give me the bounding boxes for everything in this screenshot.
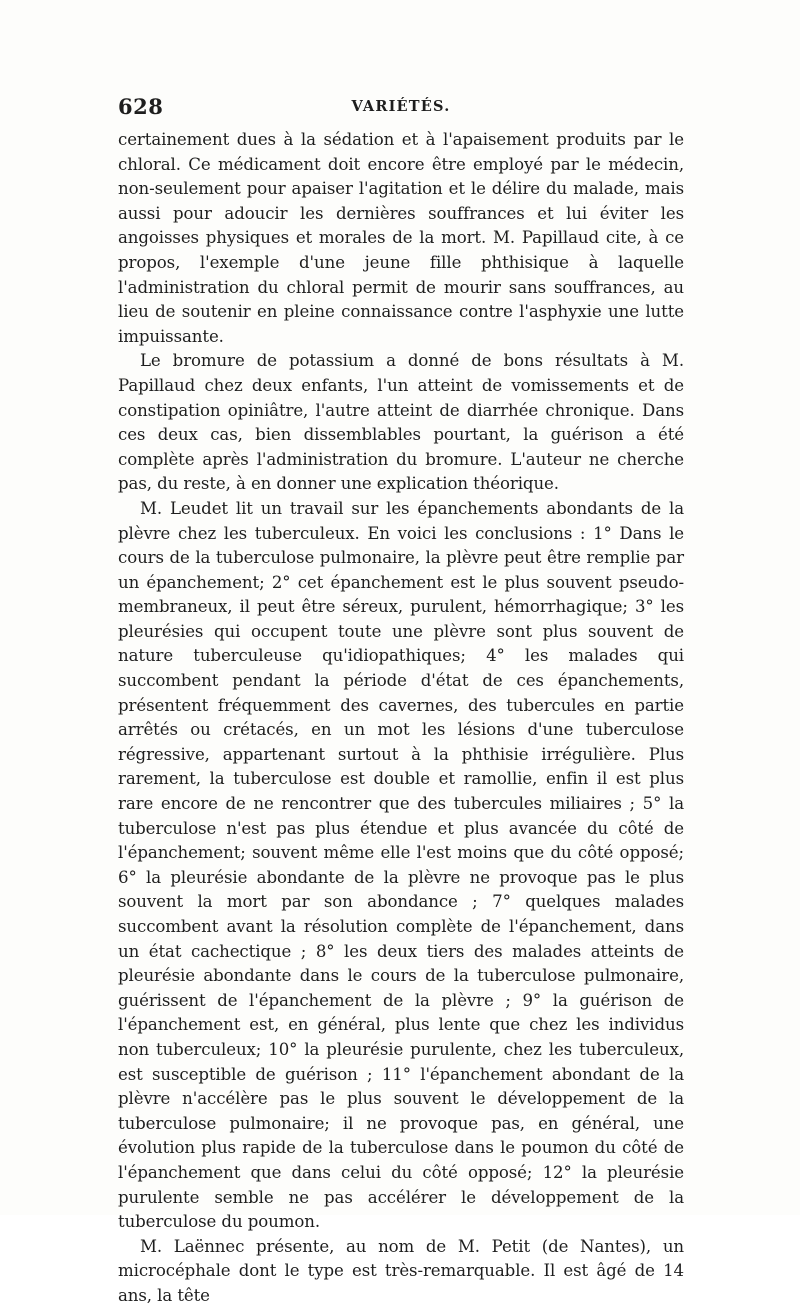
paragraph-laennec: M. Laënnec présente, au nom de M. Petit (de Nantes), un microcéphale dont le type est très-remarquable. Il est âgé de 14 ans, la tête (118, 1236, 684, 1305)
body-text (118, 128, 684, 1309)
running-head: VARIÉTÉS. (351, 98, 451, 115)
paragraph-bromure: Le bromure de potassium a donné de bons résultats à M. Papillaud chez deux enfants, l'un atteint de vomissements et de constipation opiniâtre, l'autre atteint de diarrhée chronique. Dans ces deux cas, bien dissemblables pourtant, la guérison a été complète après l'administration du bromure. L'auteur ne cherche pas, du reste, à en donner une explication théorique. (118, 351, 684, 494)
paragraph-chloral: certainement dues à la sédation et à l'apaisement produits par le chloral. Ce médicament doit encore être employé par le médecin, non-seulement pour apaiser l'agitation et le délire du malade, mais aussi pour adoucir les dernières souffrances et lui éviter les angoisses physiques et morales de la mort. M. Papillaud cite, à ce propos, l'exemple d'une jeune fille phthisique à laquelle l'administration du chloral permit de mourir sans souffrances, au lieu de soutenir en pleine connaissance contre l'asphyxie une lutte impuissante. (118, 130, 684, 346)
page-number: 628 (118, 94, 164, 119)
page-header (118, 94, 684, 124)
paragraph-leudet: M. Leudet lit un travail sur les épanchements abondants de la plèvre chez les tuberculeux. En voici les conclusions : 1° Dans le cours de la tuberculose pulmonaire, la plèvre peut être remplie par un épanchement; 2° cet épanchement est le plus souvent pseudo-membraneux, il peut être séreux, purulent, hémorrhagique; 3° les pleurésies qui occupent toute une plèvre sont plus souvent de nature tuberculeuse qu'idiopathiques; 4° les malades qui succombent pendant la période d'état de ces épanchements, présentent fréquemment des cavernes, des tubercules en partie arrêtés ou crétacés, en un mot les lésions d'une tuberculose régressive, appartenant surtout à la phthisie irrégulière. Plus rarement, la tuberculose est double et ramollie, enfin il est plus rare encore de ne rencontrer que des tubercules miliaires ; 5° la tuberculose n'est pas plus étendue et plus avancée du côté de l'épanchement; souvent même elle l'est moins que du côté opposé; 6° la pleurésie abondante de la plèvre ne provoque pas le plus souvent la mort par son abondance ; 7° quelques malades succombent avant la résolution complète de l'épanchement, dans un état cachectique ; 8° les deux tiers des malades atteints de pleurésie abondante dans le cours de la tuberculose pulmonaire, guérissent de l'épanchement de la plèvre ; 9° la guérison de l'épanchement est, en général, plus lente que chez les individus non tuberculeux; 10° la pleurésie purulente, chez les tuberculeux, est susceptible de guérison ; 11° l'épanchement abondant de la plèvre n'accélère pas le plus souvent le développement de la tuberculose pulmonaire; il ne provoque pas, en général, une évolution plus rapide de la tuberculose dans le poumon du côté de l'épanchement que dans celui du côté opposé; 12° la pleurésie purulente semble ne pas accélérer le développement de la tuberculose du poumon. (118, 498, 684, 1232)
